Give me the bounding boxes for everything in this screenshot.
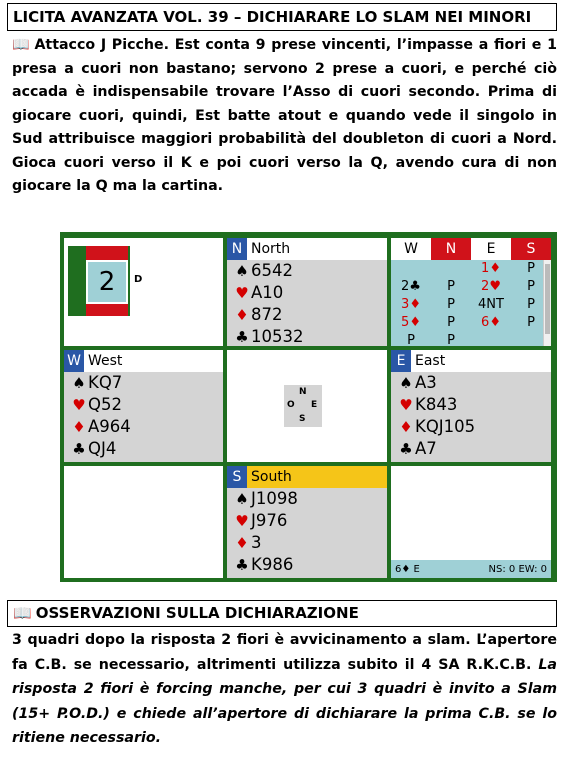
compass-o: O — [287, 400, 295, 410]
book-icon: 📖 — [13, 604, 32, 622]
bidding-scrollbar[interactable] — [543, 260, 551, 346]
bidding-rows — [391, 260, 551, 346]
bid-cell: 4NT — [478, 297, 504, 312]
bid-cell: P — [527, 297, 535, 312]
bid-col-s: S — [511, 238, 551, 260]
east-spades: ♠ A3 — [391, 372, 551, 394]
observations-title: 📖 OSSERVAZIONI SULLA DICHIARAZIONE — [7, 600, 557, 627]
south-clubs: ♣ K986 — [227, 554, 387, 576]
observations-italic: La risposta 2 fiori è forcing manche, per cui 3 quadri è invito a Slam (15+ P.O.D.) e chiede all’apertore di dichiarare la prima C.B. se lo ritiene necessario. — [12, 656, 557, 746]
compass-e: E — [311, 400, 318, 410]
diamond-icon: ♦ — [72, 418, 86, 436]
west-clubs: ♣ QJ4 — [64, 438, 223, 460]
bid-cell: P — [527, 315, 535, 330]
diamond-icon: ♦ — [235, 306, 249, 324]
club-icon: ♣ — [235, 556, 249, 574]
table-center — [227, 350, 387, 462]
bid-cell: P — [447, 279, 455, 294]
north-hand — [227, 238, 387, 346]
page-title: LICITA AVANZATA VOL. 39 – DICHIARARE LO SLAM NEI MINORI — [7, 3, 557, 31]
board-info-cell — [64, 238, 223, 346]
west-diamonds: ♦ A964 — [64, 416, 223, 438]
west-hearts: ♥ Q52 — [64, 394, 223, 416]
board-number: 2 — [86, 260, 128, 304]
heart-icon: ♥ — [72, 396, 86, 414]
bridge-board — [60, 232, 557, 582]
spade-icon: ♠ — [235, 262, 249, 280]
spade-icon: ♠ — [235, 490, 249, 508]
heart-icon: ♥ — [235, 284, 249, 302]
contract: 6♦ E — [395, 563, 420, 575]
bid-col-n: N — [431, 238, 471, 260]
bidding-header — [391, 238, 551, 260]
compass-s: S — [299, 414, 306, 424]
bid-row — [391, 296, 551, 314]
seat-name-west: West — [88, 353, 123, 369]
book-icon: 📖 — [12, 37, 31, 53]
bid-row — [391, 278, 551, 296]
observations-text: 3 quadri dopo la risposta 2 fiori è avvicinamento a slam. L’apertore fa C.B. se necessario, altrimenti utilizza subito il 4 SA R.K.C.B. — [12, 632, 557, 673]
bid-cell: P — [527, 261, 535, 276]
club-icon: ♣ — [72, 440, 86, 458]
south-hearts: ♥ J976 — [227, 510, 387, 532]
bid-cell: P — [527, 279, 535, 294]
bid-cell: P — [447, 333, 455, 346]
east-hand — [391, 350, 551, 462]
east-clubs: ♣ A7 — [391, 438, 551, 460]
intro-paragraph — [12, 34, 557, 199]
bid-cell — [431, 260, 471, 278]
diamond-icon: ♦ — [399, 418, 413, 436]
bid-cell: 1♦ — [481, 261, 501, 276]
east-hearts: ♥ K843 — [391, 394, 551, 416]
bid-row — [391, 260, 551, 278]
bid-cell — [391, 260, 431, 278]
west-hand — [64, 350, 223, 462]
result-cell — [391, 466, 551, 578]
dealer-mark: D — [134, 274, 143, 285]
south-diamonds: ♦ 3 — [227, 532, 387, 554]
north-spades: ♠ 6542 — [227, 260, 387, 282]
north-hearts: ♥ A10 — [227, 282, 387, 304]
bid-cell: P — [447, 297, 455, 312]
bidding-table — [391, 238, 551, 346]
compass-icon — [284, 385, 322, 427]
board-number-panel — [68, 246, 143, 316]
bid-cell: 6♦ — [481, 315, 501, 330]
score: NS: 0 EW: 0 — [488, 563, 547, 575]
compass-n: N — [299, 387, 307, 397]
bid-cell: P — [407, 333, 415, 346]
bid-col-e: E — [486, 241, 496, 257]
result-strip — [391, 560, 551, 578]
seat-tag-north: N — [227, 238, 247, 260]
vulnerable-bar-top — [86, 246, 128, 260]
north-clubs: ♣ 10532 — [227, 326, 387, 348]
south-spades: ♠ J1098 — [227, 488, 387, 510]
vulnerable-bar-bottom — [86, 304, 128, 316]
bid-row — [391, 314, 551, 332]
club-icon: ♣ — [399, 440, 413, 458]
bid-cell: P — [447, 315, 455, 330]
bid-row — [391, 332, 551, 346]
intro-text: Attacco J Picche. Est conta 9 prese vincenti, l’impasse a fiori e 1 presa a cuori non bastano; servono 2 prese a cuori, e perché ciò accada è indispensabile trovare l’Asso di cuori secondo. Prima di giocare cuori, quindi, Est batte atout e quando vede il singolo in Sud attribuisce maggiori probabilità del doubleton di cuori a Nord. Gioca cuori verso il K e poi cuori verso la Q, avendo cura di non giocare la Q ma la cartina. — [12, 37, 557, 194]
bid-cell: 2♣ — [401, 279, 421, 294]
south-hand — [227, 466, 387, 578]
seat-tag-east: E — [391, 350, 411, 372]
scrollbar-thumb[interactable] — [545, 264, 550, 334]
diamond-icon: ♦ — [235, 534, 249, 552]
bid-cell: 5♦ — [401, 315, 421, 330]
west-spades: ♠ KQ7 — [64, 372, 223, 394]
heart-icon: ♥ — [399, 396, 413, 414]
east-diamonds: ♦ KQJ105 — [391, 416, 551, 438]
seat-tag-west: W — [64, 350, 84, 372]
seat-name-north: North — [251, 241, 291, 257]
bid-cell: 3♦ — [401, 297, 421, 312]
bid-col-w: W — [404, 241, 418, 257]
seat-name-east: East — [415, 353, 446, 369]
empty-cell — [64, 466, 223, 578]
spade-icon: ♠ — [72, 374, 86, 392]
heart-icon: ♥ — [235, 512, 249, 530]
bid-cell: 2♥ — [481, 279, 501, 294]
seat-tag-south: S — [227, 466, 247, 488]
north-diamonds: ♦ 872 — [227, 304, 387, 326]
bidding-cell — [391, 238, 551, 346]
club-icon: ♣ — [235, 328, 249, 346]
bid-cell — [471, 332, 511, 346]
spade-icon: ♠ — [399, 374, 413, 392]
observations-paragraph — [12, 628, 557, 751]
seat-name-south: South — [251, 469, 292, 485]
